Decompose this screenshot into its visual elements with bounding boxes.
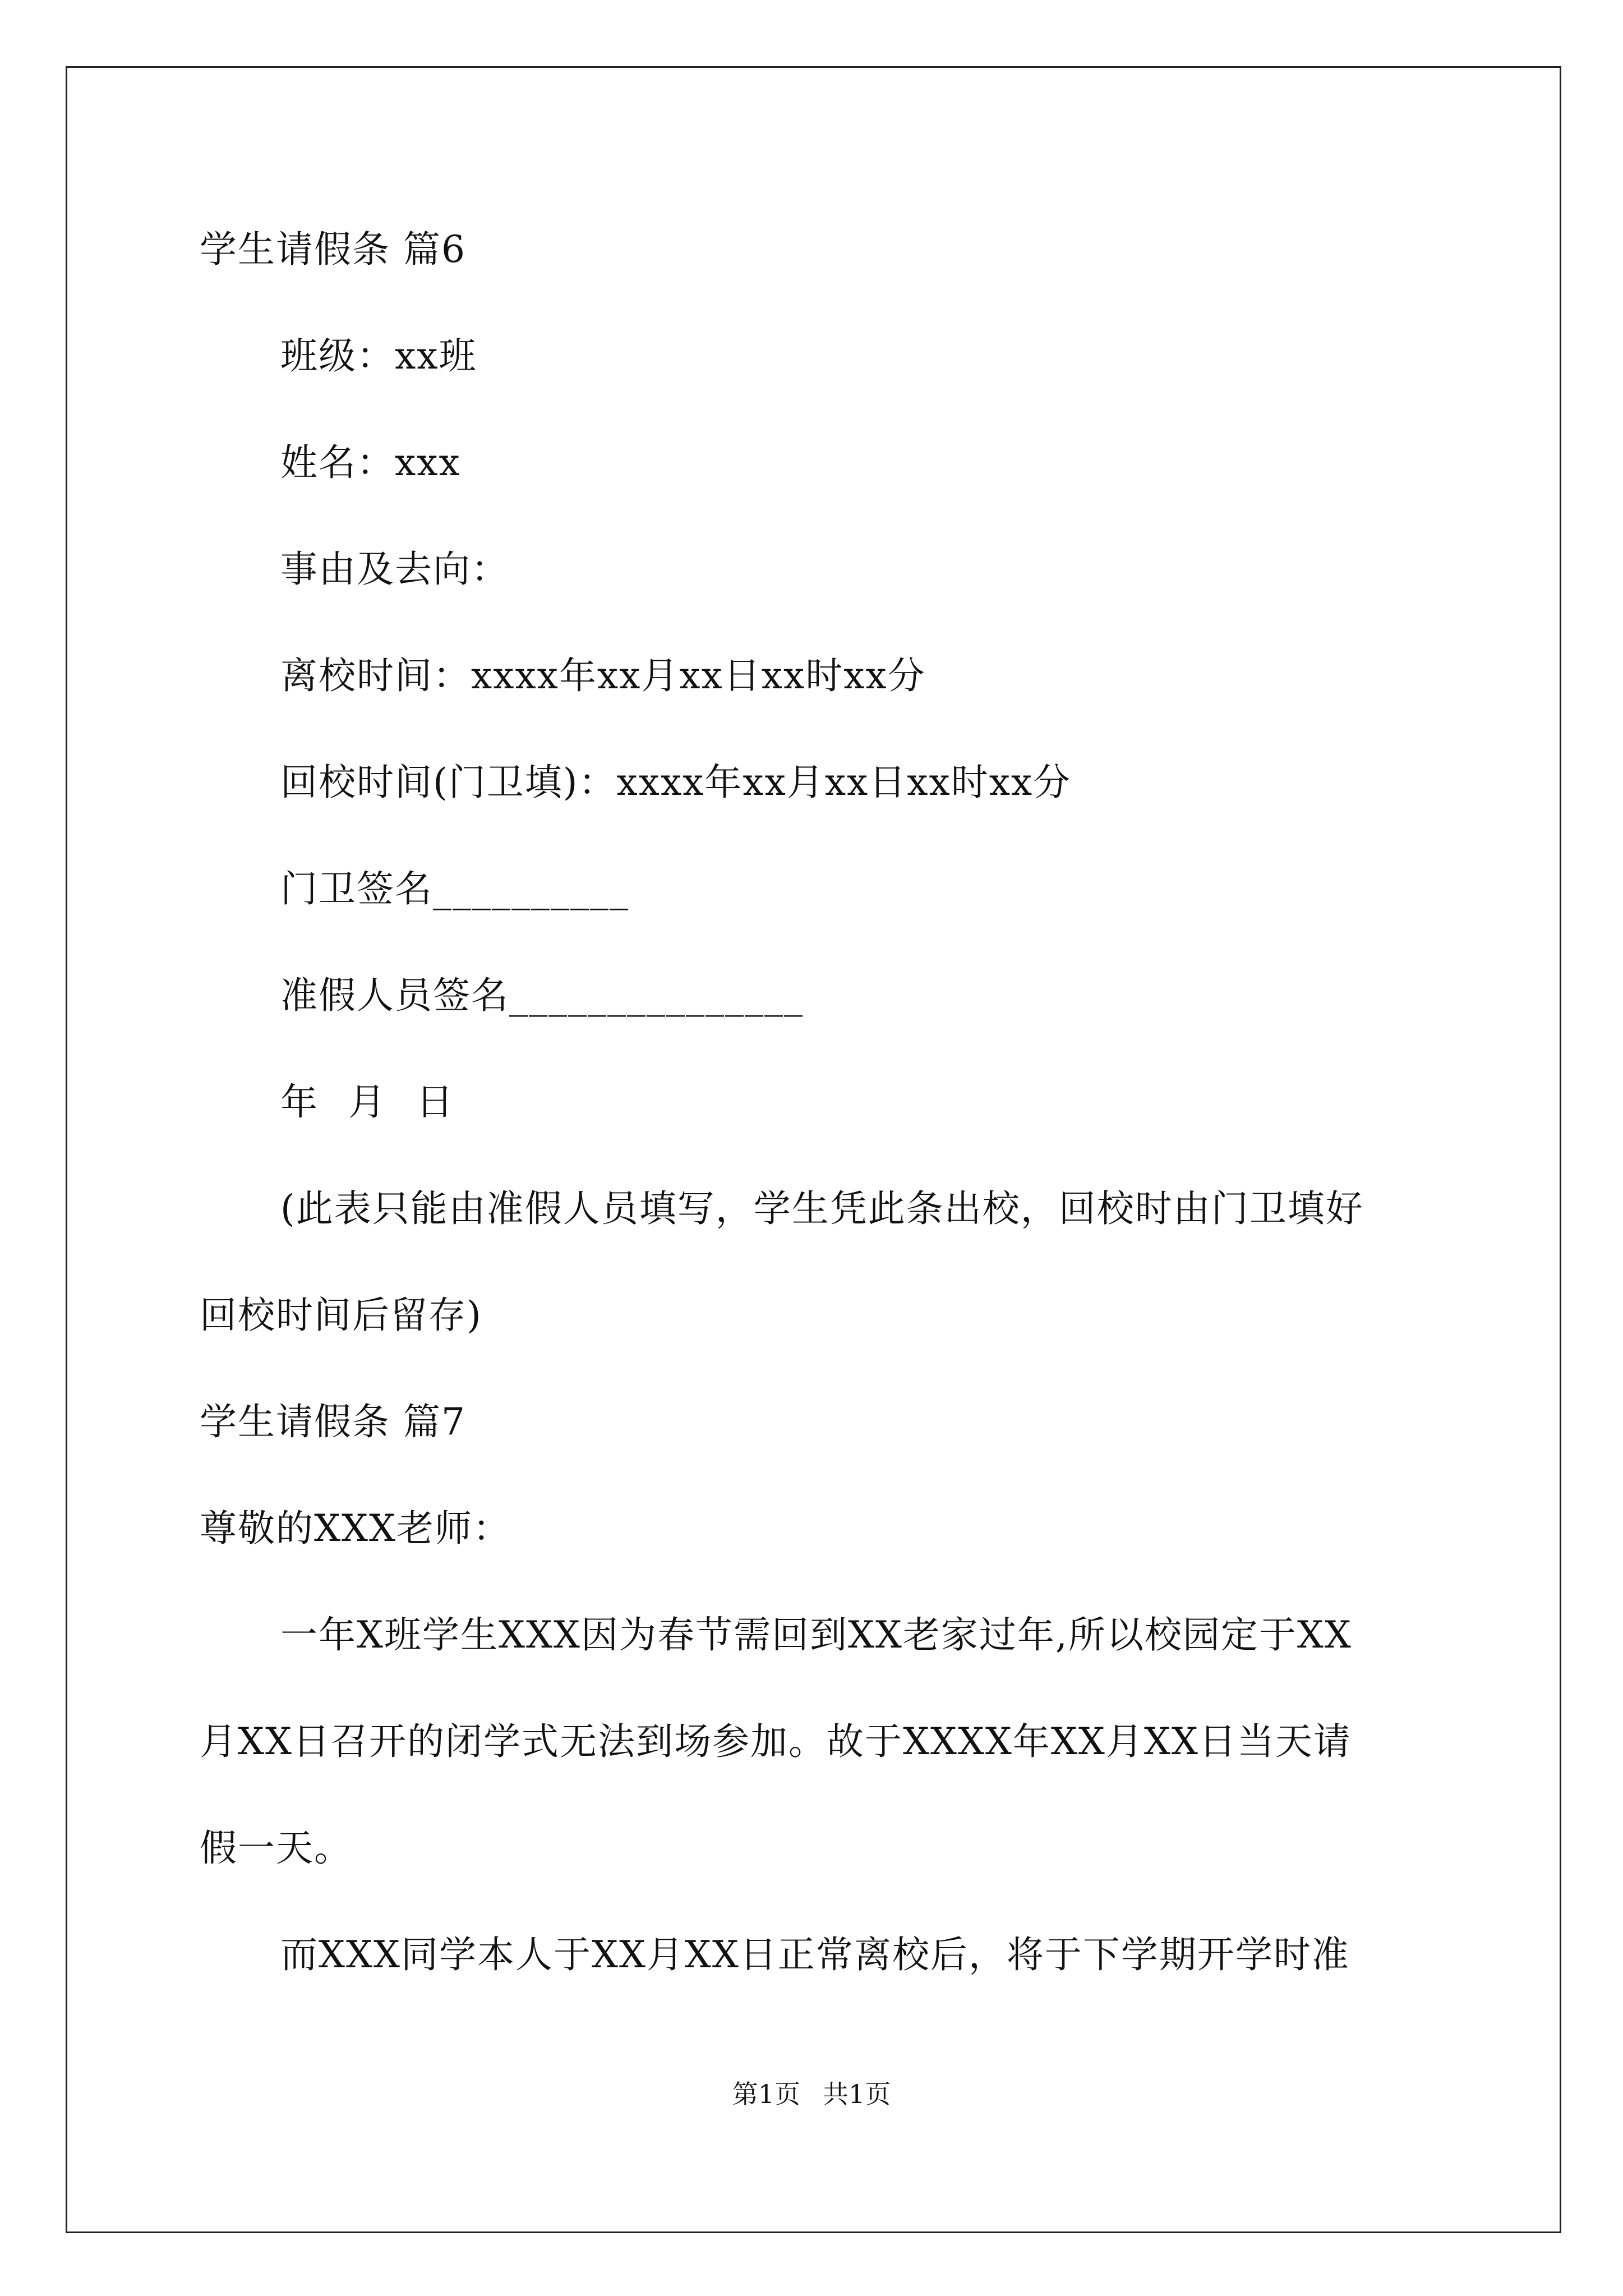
- paragraph-line: 一年X班学生XXX因为春节需回到XX老家过年,所以校园定于XX: [280, 1613, 1352, 1657]
- field-date: 年 月 日: [280, 1080, 454, 1124]
- salutation: 尊敬的XXX老师：: [200, 1507, 511, 1550]
- page-total: 共1页: [823, 2079, 891, 2109]
- paragraph-line: 而XXX同学本人于XX月XX日正常离校后，将于下学期开学时准: [280, 1933, 1350, 1976]
- field-leave-time: 离校时间：xxxx年xx月xx日xx时xx分: [280, 654, 926, 697]
- field-class: 班级：xx班: [280, 334, 477, 378]
- section-heading: 学生请假条 篇7: [200, 1400, 466, 1443]
- note-text: (此表只能由准假人员填写，学生凭此条出校，回校时由门卫填好: [280, 1187, 1364, 1230]
- field-name: 姓名：xxx: [280, 441, 461, 484]
- page-number: 第1页: [732, 2079, 800, 2109]
- field-reason: 事由及去向：: [280, 547, 509, 591]
- page-footer: [0, 2077, 1623, 2111]
- page-border: [66, 66, 1561, 2233]
- field-guard-signature: 门卫签名__________: [280, 867, 629, 910]
- section-heading: 学生请假条 篇6: [200, 228, 466, 271]
- paragraph-line: 假一天。: [200, 1826, 352, 1870]
- paragraph-line: 月XX日召开的闭学式无法到场参加。故于XXXX年XX月XX日当天请: [200, 1720, 1352, 1763]
- note-text-continued: 回校时间后留存): [200, 1294, 482, 1337]
- field-approver-signature: 准假人员签名_______________: [280, 974, 804, 1017]
- field-return-time: 回校时间(门卫填)：xxxx年xx月xx日xx时xx分: [280, 761, 1072, 804]
